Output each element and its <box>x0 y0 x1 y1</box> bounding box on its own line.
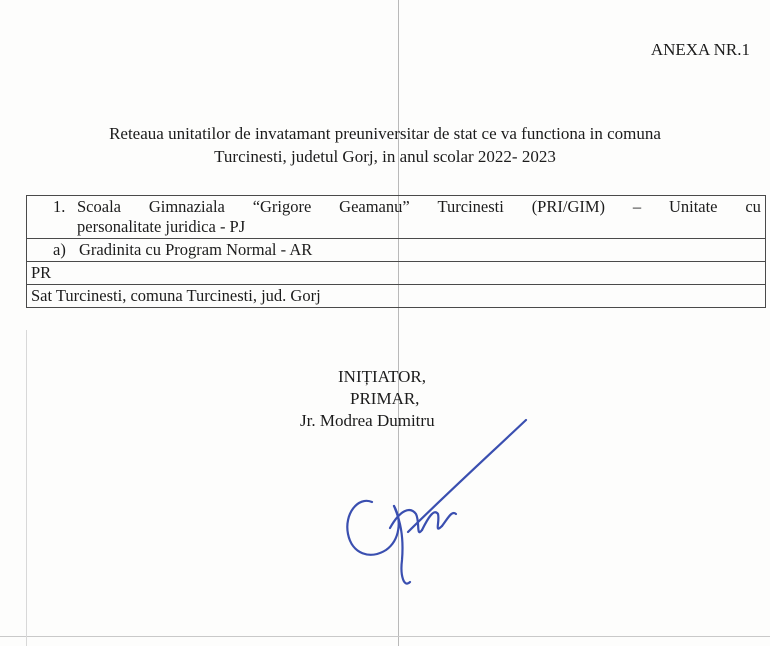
title-line-2: Turcinesti, judetul Gorj, in anul scolar 2022- 2023 <box>214 147 556 166</box>
kindergarten-number: a) <box>53 240 66 259</box>
title-line-1: Reteaua unitatilor de invatamant preuniversitar de stat ce va functiona in comuna <box>109 124 661 143</box>
scan-bottom-line <box>0 636 770 637</box>
level-cell: PR <box>27 262 766 285</box>
document-title <box>0 122 770 168</box>
handwritten-signature <box>330 410 540 590</box>
unit-main-line-1 <box>53 197 761 217</box>
unit-word: (PRI/GIM) <box>531 197 606 216</box>
address-cell: Sat Turcinesti, comuna Turcinesti, jud. Gorj <box>27 285 766 308</box>
units-table <box>26 195 766 308</box>
unit-word: cu <box>745 197 761 216</box>
unit-word: “Grigore <box>252 197 312 216</box>
unit-word: Scoala <box>77 197 121 216</box>
table-row <box>27 262 766 285</box>
signer-role: INIȚIATOR, <box>338 367 426 386</box>
unit-word: Gimnaziala <box>148 197 225 216</box>
table-row <box>27 239 766 262</box>
unit-main-line-2: personalitate juridica - PJ <box>77 217 246 236</box>
unit-word: – <box>632 197 642 216</box>
unit-number: 1. <box>53 197 66 216</box>
signer-name: Jr. Modrea Dumitru <box>300 411 435 430</box>
annex-label: ANEXA NR.1 <box>650 40 750 59</box>
scan-edge-line <box>26 330 27 646</box>
table-row <box>27 196 766 239</box>
unit-main-cell <box>27 196 766 239</box>
signer-title: PRIMAR, <box>350 389 420 408</box>
table-row <box>27 285 766 308</box>
unit-word: Turcinesti <box>437 197 504 216</box>
unit-word: Unitate <box>668 197 718 216</box>
unit-word: Geamanu” <box>339 197 410 216</box>
kindergarten-name: Gradinita cu Program Normal - AR <box>79 240 313 259</box>
kindergarten-cell <box>27 239 766 262</box>
